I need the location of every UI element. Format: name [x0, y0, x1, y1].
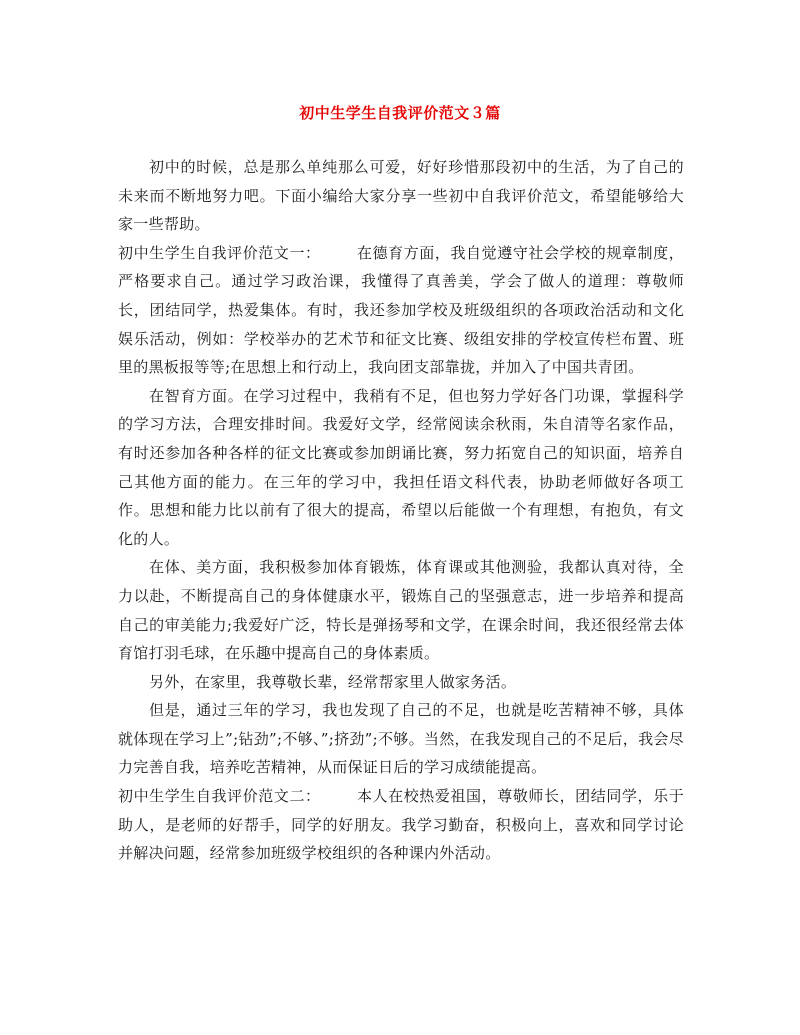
- paragraph-essay-one-intellect: 在智育方面。在学习过程中，我稍有不足，但也努力学好各门功课，掌握科学的学习方法，合理安排时间。我爱好文学，经常阅读余秋雨，朱自清等名家作品，有时还参加各种各样的征文比赛或参加朗诵比赛，努力拓宽自己的知识面，培养自己其他方面的能力。在三年的学习中，我担任语文科代表，协助老师做好各项工作。思想和能力比以前有了很大的提高，希望以后能做一个有理想，有抱负，有文化的人。: [118, 386, 684, 548]
- document-title: 初中生学生自我评价范文３篇: [299, 104, 501, 122]
- document-body: [118, 153, 684, 868]
- essay-two-heading: 初中生学生自我评价范文二：: [118, 787, 321, 806]
- essay-two-text: 本人在校热爱祖国，尊敬师长，团结同学，乐于助人，是老师的好帮手，同学的好朋友。我学习勤奋，积极向上，喜欢和同学讨论并解决问题，经常参加班级学校组织的各种课内外活动。: [118, 787, 684, 863]
- paragraph-essay-one-moral: [118, 239, 684, 382]
- paragraph-intro: 初中的时候，总是那么单纯那么可爱，好好珍惜那段初中的生活，为了自己的未来而不断地努力吧。下面小编给大家分享一些初中自我评价范文，希望能够给大家一些帮助。: [118, 158, 684, 234]
- paragraph-essay-one-weakness: 但是，通过三年的学习，我也发现了自己的不足，也就是吃苦精神不够，具体就体现在学习上”;钻劲”;不够、”;挤劲”;不够。当然，在我发现自己的不足后，我会尽力完善自我，培养吃苦精神，从而保证日后的学习成绩能提高。: [118, 701, 684, 777]
- paragraph-essay-one-home: 另外，在家里，我尊敬长辈，经常帮家里人做家务活。: [149, 672, 517, 691]
- essay-one-heading: 初中生学生自我评价范文一：: [118, 243, 321, 262]
- essay-one-moral-text: 在德育方面，我自觉遵守社会学校的规章制度，严格要求自己。通过学习政治课，我懂得了真善美，学会了做人的道理：尊敬师长，团结同学，热爱集体。有时，我还参加学校及班级组织的各项政治活动和文化娱乐活动，例如：学校举办的艺术节和征文比赛、级组安排的学校宣传栏布置、班里的黑板报等等;在思想上和行动上，我向团支部靠拢，并加入了中国共青团。: [118, 243, 684, 377]
- paragraph-essay-one-physical: 在体、美方面，我积极参加体育锻炼，体育课或其他测验，我都认真对待，全力以赴，不断提高自己的身体健康水平，锻炼自己的坚强意志，进一步培养和提高自己的审美能力;我爱好广泛，特长是弹扬琴和文学，在课余时间，我还很经常去体育馆打羽毛球，在乐趣中提高自己的身体素质。: [118, 558, 684, 663]
- paragraph-essay-two: [118, 782, 684, 868]
